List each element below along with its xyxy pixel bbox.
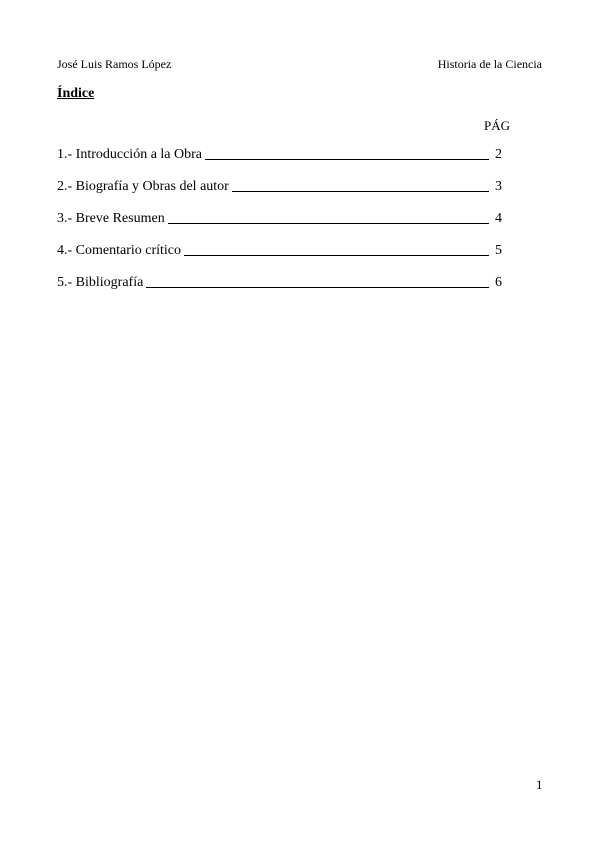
toc-entry-label: 4.- Comentario crítico [57, 243, 182, 258]
toc-leader-line [205, 159, 489, 160]
toc-entry-resumen [57, 211, 502, 243]
toc-entry-biografia [57, 179, 502, 211]
page-title: Índice [57, 86, 95, 101]
toc-entry-page: 2 [495, 147, 502, 162]
toc-leader-line [232, 191, 489, 192]
page-column-label: PÁG [484, 118, 511, 133]
toc-entry-label: 3.- Breve Resumen [57, 211, 165, 226]
toc-entry-label: 1.- Introducción a la Obra [57, 147, 202, 162]
toc-entry-comentario [57, 243, 502, 275]
toc-entry-label: 2.- Biografía y Obras del autor [57, 179, 229, 194]
toc-entry-page: 5 [495, 243, 502, 258]
toc-leader-line [146, 287, 489, 288]
toc-entry-page: 4 [495, 211, 502, 226]
header-subject: Historia de la Ciencia [437, 57, 542, 71]
toc-entry-label: 5.- Bibliografía [57, 275, 144, 290]
toc-entry-page: 3 [495, 179, 502, 194]
toc-leader-line [184, 255, 489, 256]
toc-entry-page: 6 [495, 275, 502, 290]
toc-entry-bibliografia [57, 275, 502, 307]
toc-leader-line [168, 223, 489, 224]
header-author: José Luis Ramos López [57, 57, 172, 71]
toc-entry-introduccion [57, 147, 502, 179]
table-of-contents [57, 147, 502, 307]
footer-page-number: 1 [536, 777, 543, 792]
